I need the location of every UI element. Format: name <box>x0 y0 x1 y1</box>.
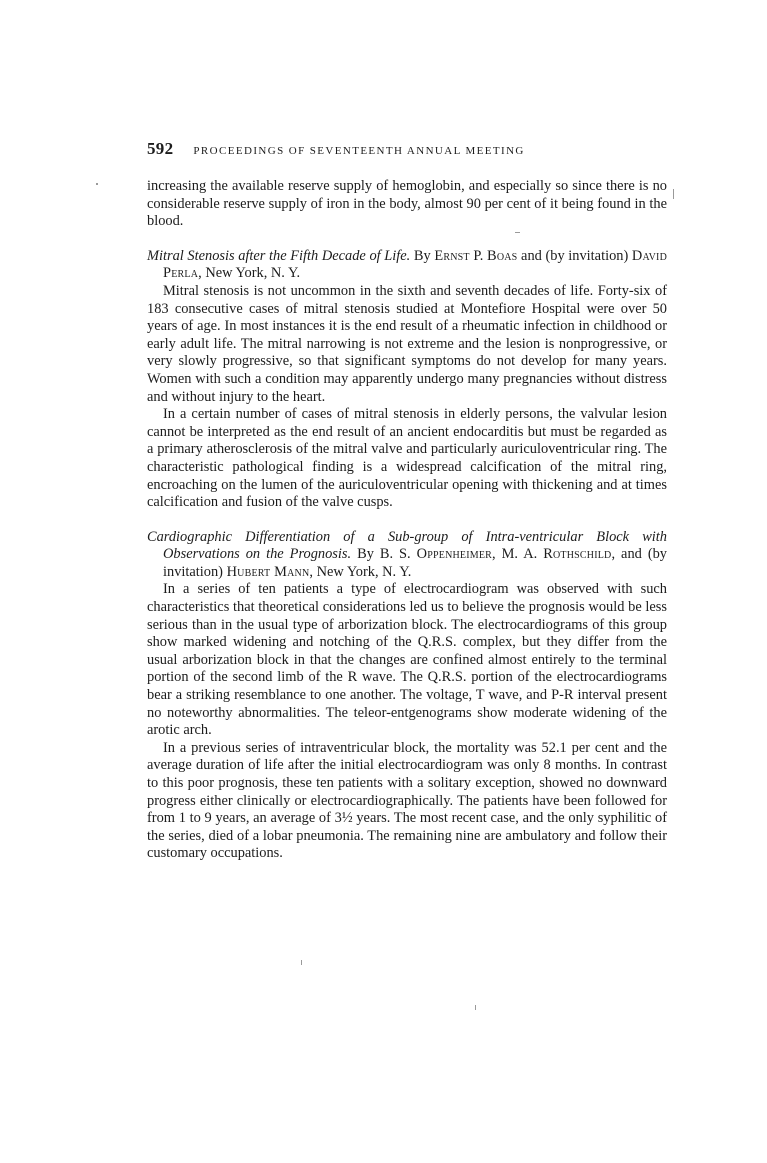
page-header <box>147 139 667 159</box>
byline-invitation: and (by invitation) <box>517 247 632 264</box>
abstract-title: Mitral Stenosis after the Fifth Decade of Life. <box>147 247 411 264</box>
byline-by: By <box>410 247 435 264</box>
abstract-heading <box>147 529 667 582</box>
byline-invitation: , and (by invitation) <box>163 546 667 580</box>
invited-author: Hubert Mann <box>226 563 310 580</box>
byline-separator: , M. A. <box>492 546 544 563</box>
abstract-paragraph: In a series of ten patients a type of electrocardiogram was observed with such characteristics that theoretical considerations led us to believe the prognosis would be less serious than in the usual type of arborization block. The electrocardiograms of this group show marked widening and notching of the Q.R.S. complex, but they differ from the usual arborization block in that the changes are confined almost entirely to the terminal portion of the second limb of the R wave. The Q.R.S. portion of the electrocardiograms bear a striking resemblance to one another. The voltage, T wave, and P-R interval present no noteworthy abnormalities. The teleor-entgenograms show moderate widening of the arotic arch. <box>147 581 667 739</box>
abstract-heading <box>147 248 667 283</box>
invited-author: David Perla <box>163 247 667 282</box>
body-text <box>147 178 667 863</box>
author-first-name: Ernst <box>434 247 470 264</box>
byline-location: , New York, N. Y. <box>198 265 301 282</box>
author-initial: P. <box>469 247 488 264</box>
abstract-title: Cardiographic Differentiation of a Sub-group of Intra-ventricular Block with Observations on the Prognosis. <box>147 528 667 563</box>
author-last-name: Boas <box>487 247 518 264</box>
abstract-paragraph: In a previous series of intraventricular block, the mortality was 52.1 per cent and the average duration of life after the initial electrocardiogram was only 8 months. In contrast to this poor prognosis, these ten patients with a solitary exception, showed no downward progress either clinically or electrocardiographically. The patients have been followed for from 1 to 9 years, an average of 3½ years. The most recent case, and the only syphilitic of the series, died of a lobar pneumonia. The remaining nine are ambulatory and follow their customary occupations. <box>147 739 667 862</box>
abstract-paragraph: In a certain number of cases of mitral stenosis in elderly persons, the valvular lesion cannot be interpreted as the end result of an ancient endocarditis but must be regarded as a primary atherosclerosis of the mitral valve and particularly auriculoventricular ring. The characteristic pathological finding is a widespread calcification of the mitral ring, encroaching on the lumen of the auriculoventricular opening with thickening and at times calcification and fusion of the valve cusps. <box>147 406 667 511</box>
author-name: Oppenheimer <box>416 546 493 563</box>
abstract-paragraph: Mitral stenosis is not uncommon in the sixth and seventh decades of life. Forty-six of 183 consecutive cases of mitral stenosis studied at Montefiore Hospital were over 50 years of age. In most instances it is the end result of a rheumatic infection in childhood or early adult life. The mitral narrowing is not extreme and the lesion is nonprogressive, or very slowly progressive, so that significant symptoms do not develop for many years. Women with such a condition may apparently undergo many pregnancies without distress and without injury to the heart. <box>147 282 667 405</box>
abstract-intraventricular-block <box>147 529 667 863</box>
abstract-mitral-stenosis <box>147 248 667 512</box>
continuation-paragraph: increasing the available reserve supply of hemoglobin, and especially so since there is no considerable reserve supply of iron in the body, almost 90 per cent of it being found in the blood. <box>147 178 667 230</box>
byline-by: By B. S. <box>351 546 417 563</box>
byline-location: , New York, N. Y. <box>309 563 412 580</box>
page-number: 592 <box>147 139 174 158</box>
running-head: PROCEEDINGS OF SEVENTEENTH ANNUAL MEETING <box>193 145 525 157</box>
author-name: Rothschild <box>543 546 612 563</box>
